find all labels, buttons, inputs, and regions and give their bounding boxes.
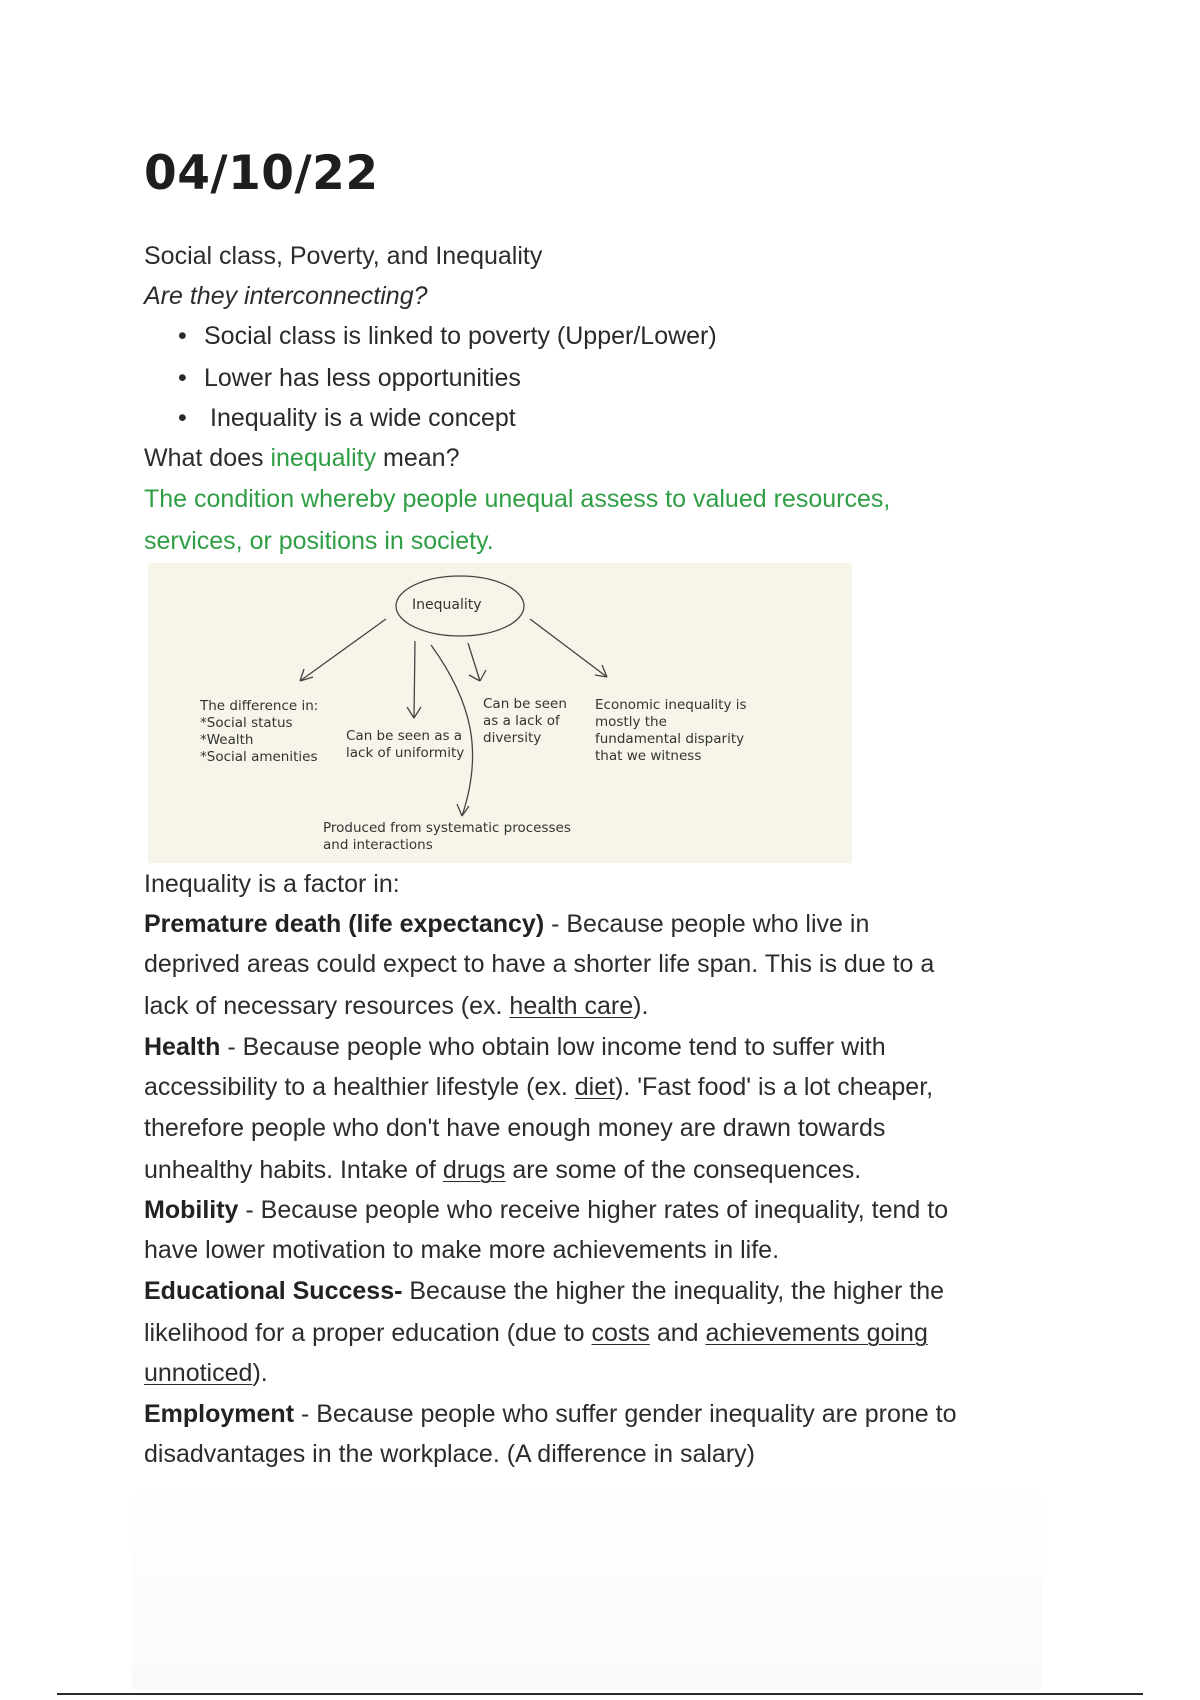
question-interconnecting: Are they interconnecting? [144,282,428,310]
underlined-term: costs [591,1319,650,1347]
underlined-term: drugs [442,1156,506,1184]
definition-line: services, or positions in society. [144,527,494,555]
factor-employment-line: disadvantages in the workplace. (A difference in salary) [144,1440,755,1468]
diagram-diversity-label: Can be seen as a lack of diversity [483,696,567,746]
bottom-divider [57,1693,1143,1695]
factor-employment-line: Employment - Because people who suffer gender inequality are prone to [144,1400,957,1428]
question-text: mean? [376,444,460,472]
factor-label: Mobility [144,1196,239,1224]
factor-premature-line: deprived areas could expect to have a shorter life span. This is due to a [144,950,935,978]
factor-label: Health [144,1033,221,1061]
underlined-term: diet [574,1073,616,1101]
factor-mobility-line: have lower motivation to make more achievements in life. [144,1236,780,1264]
factor-health-line: unhealthy habits. Intake of drugs are some of the consequences. [144,1156,862,1184]
definition-line: The condition whereby people unequal assess to valued resources, [144,485,891,513]
note-heading: Social class, Poverty, and Inequality [144,242,543,270]
arrow-uniformity [414,641,415,718]
diagram-economic-label: Economic inequality is mostly the fundamental disparity that we witness [595,697,747,764]
question-meaning [144,438,459,478]
underlined-term: health care [509,992,634,1020]
highlighted-term: inequality [270,444,377,472]
bullet-text: Lower has less opportunities [204,364,521,392]
diagram-uniformity-label: Can be seen as a lack of uniformity [346,728,465,761]
factor-intro: Inequality is a factor in: [144,870,400,898]
factor-label: Employment [144,1400,295,1428]
page-title: 04/10/22 [144,146,379,201]
factor-health-line: accessibility to a healthier lifestyle (ex. diet). 'Fast food' is a lot cheaper, [144,1073,934,1101]
underlined-term: unnoticed [144,1359,253,1387]
bullet-dot-icon: • [178,322,187,350]
bullet-dot-icon: • [178,404,187,432]
bullet-dot-icon: • [178,364,187,392]
factor-label: Premature death (life expectancy) [144,910,545,938]
arrow-difference [300,619,386,681]
diagram-produced-label: Produced from systematic processes and interactions [323,820,571,853]
factor-health-line: therefore people who don't have enough money are drawn towards [144,1114,886,1142]
underlined-term: achievements going [705,1319,928,1347]
diagram-difference-label: The difference in: *Social status *Wealth *Social amenities [200,698,319,765]
arrow-economic [530,619,607,677]
factor-premature-line: Premature death (life expectancy) - Because people who live in [144,910,870,938]
factor-label: Educational Success- [144,1277,403,1305]
factor-education-line: unnoticed). [144,1359,268,1387]
factor-premature-line: lack of necessary resources (ex. health care). [144,992,649,1020]
factor-education-line: Educational Success- Because the higher the inequality, the higher the [144,1277,945,1305]
diagram-center-label: Inequality [412,597,482,613]
bullet-text: Inequality is a wide concept [210,404,516,432]
factor-mobility-line: Mobility - Because people who receive higher rates of inequality, tend to [144,1196,949,1224]
factor-health-line: Health - Because people who obtain low income tend to suffer with [144,1033,886,1061]
inequality-diagram [148,563,852,863]
page-shade [132,1480,1042,1690]
factor-education-line: likelihood for a proper education (due to costs and achievements going [144,1319,928,1347]
bullet-text: Social class is linked to poverty (Upper/Lower) [204,322,717,350]
question-text: What does [144,444,271,472]
